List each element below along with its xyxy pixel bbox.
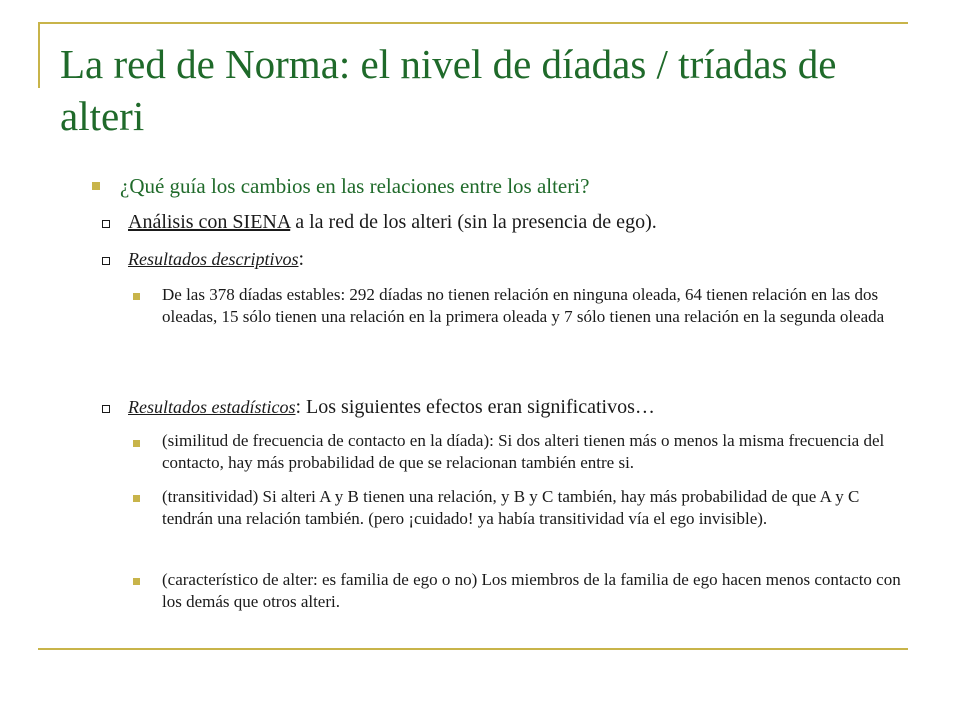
top-rule	[38, 22, 908, 24]
statistical-item-2: (transitividad) Si alteri A y B tienen una relación, y B y C también, hay más probabilidad de que A y C tendrán una relación también. (pero ¡cuidado! ya había transitividad vía el ego invisible).	[162, 487, 860, 528]
bottom-rule	[38, 648, 908, 650]
descriptive-detail: De las 378 díadas estables: 292 díadas no tienen relación en ninguna oleada, 64 tienen relación en las dos oleadas, 15 sólo tienen una relación en la primera oleada y 7 sólo tienen una relación en la segunda oleada	[162, 285, 885, 326]
statistical-heading-text: Resultados estadísticos	[128, 397, 296, 417]
left-rule	[38, 22, 40, 88]
descriptive-heading-text: Resultados descriptivos	[128, 249, 299, 269]
hollow-square-bullet-icon	[102, 220, 110, 228]
square-bullet-icon	[92, 182, 100, 190]
descriptive-heading	[128, 246, 918, 272]
slide-title: La red de Norma: el nivel de díadas / tríadas de alteri	[60, 41, 837, 139]
square-bullet-icon	[133, 495, 140, 502]
statistical-item-3: (característico de alter: es familia de ego o no) Los miembros de la familia de ego hacen menos contacto con los demás que otros alteri.	[162, 570, 901, 611]
main-bullet: ¿Qué guía los cambios en las relaciones entre los alteri?	[120, 174, 590, 198]
square-bullet-icon	[133, 440, 140, 447]
statistical-heading	[128, 394, 918, 420]
square-bullet-icon	[133, 578, 140, 585]
statistical-item-1: (similitud de frecuencia de contacto en la díada): Si dos alteri tienen más o menos la misma frecuencia del contacto, hay más probabilidad de que se relacionan también entre si.	[162, 431, 885, 472]
siena-rest: a la red de los alteri (sin la presencia de ego).	[290, 211, 657, 233]
siena-link[interactable]: Análisis con SIENA	[128, 211, 291, 233]
hollow-square-bullet-icon	[102, 257, 110, 265]
descriptive-colon: :	[298, 248, 305, 270]
square-bullet-icon	[133, 293, 140, 300]
statistical-rest: : Los siguientes efectos eran significativos…	[295, 396, 655, 418]
siena-bullet	[128, 209, 918, 235]
hollow-square-bullet-icon	[102, 405, 110, 413]
